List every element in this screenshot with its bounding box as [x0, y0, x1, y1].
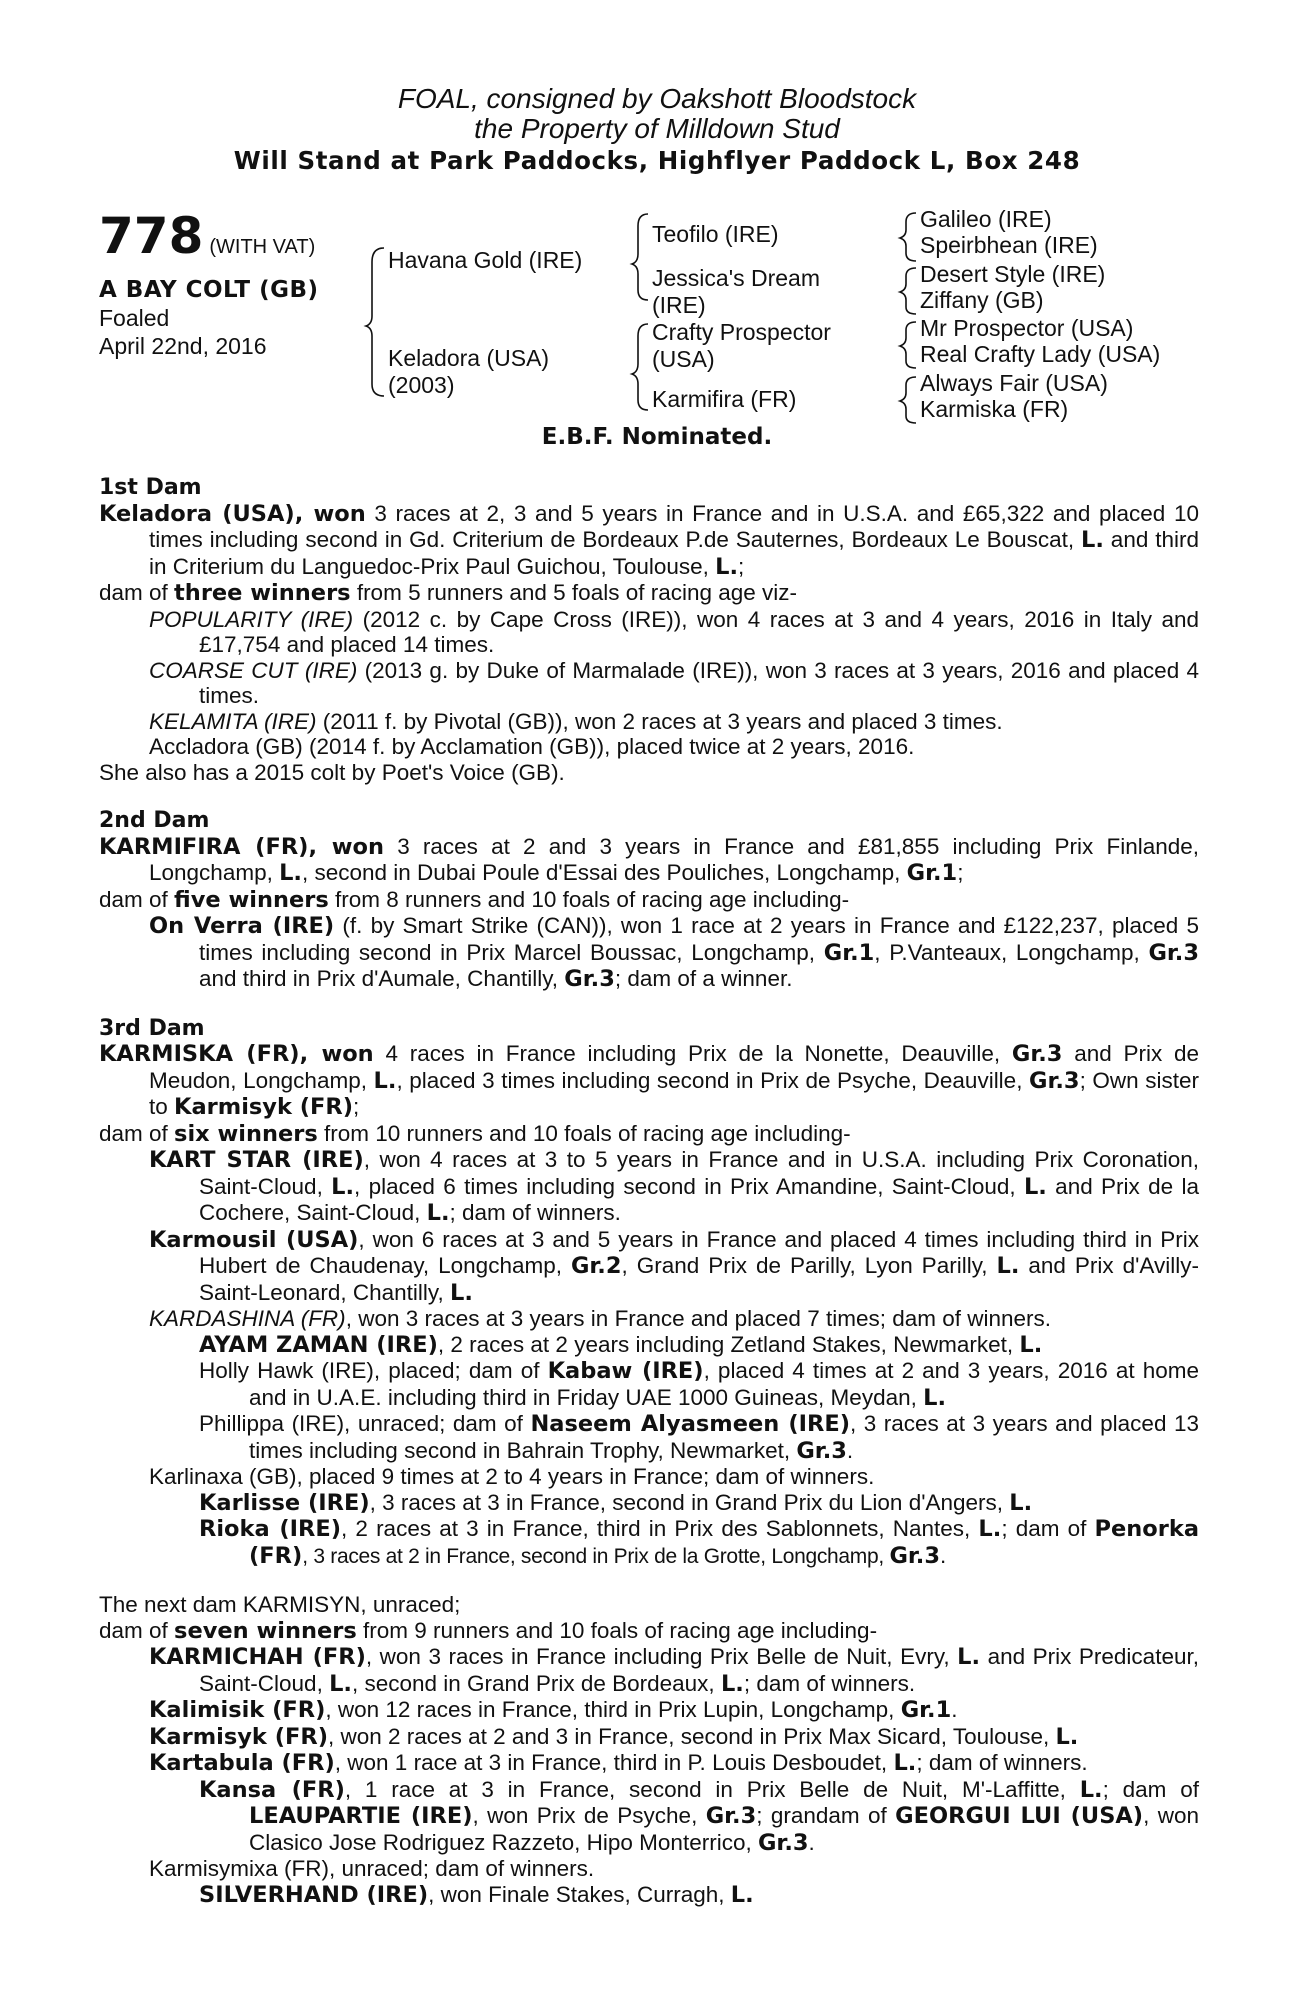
lot-title: A BAY COLT (GB)	[99, 277, 319, 303]
vat-label: (WITH VAT)	[209, 236, 316, 258]
third-dam-produce-summary: dam of six winners from 10 runners and 10 foals of racing age including-	[99, 1120, 851, 1147]
foaled-date: April 22nd, 2016	[99, 333, 267, 359]
lot-number: 778	[99, 207, 204, 265]
produce-karmisymixa: Karmisymixa (FR), unraced; dam of winners.	[149, 1856, 595, 1881]
pedigree-dam-dam: Karmifira (FR)	[652, 386, 797, 412]
produce-kart-star: KART STAR (IRE), won 4 races at 3 to 5 years in France and in U.S.A. including Prix Coronation, Saint-Cloud, L., placed 6 times including second in Prix Amandine, Saint-Cloud, L. and Prix de la Cochere, Saint-Cloud, L.; dam of winners.	[149, 1147, 1199, 1226]
produce-accladora: Accladora (GB) (2014 f. by Acclamation (GB)), placed twice at 2 years, 2016.	[149, 734, 915, 759]
second-dam-produce-summary: dam of five winners from 8 runners and 10 foals of racing age including-	[99, 886, 850, 913]
stand-line: Will Stand at Park Paddocks, Highflyer Paddock L, Box 248	[233, 146, 1081, 175]
pedigree-sire-dam: Jessica's Dream	[652, 265, 820, 291]
brace-teofilo	[900, 213, 916, 261]
produce-karmichah: KARMICHAH (FR), won 3 races in France including Prix Belle de Nuit, Evry, L. and Prix Predicateur, Saint-Cloud, L., second in Grand Prix de Bordeaux, L.; dam of winners.	[149, 1644, 1199, 1697]
produce-kardashina: KARDASHINA (FR), won 3 races at 3 years in France and placed 7 times; dam of winners.	[149, 1306, 1052, 1331]
produce-phillippa: Phillippa (IRE), unraced; dam of Naseem Alyasmeen (IRE), 3 races at 3 years and placed 13 times including second in Bahrain Trophy, Newmarket, Gr.3.	[199, 1411, 1199, 1464]
produce-kansa: Kansa (FR), 1 race at 3 in France, second in Prix Belle de Nuit, M'-Laffitte, L.; dam of LEAUPARTIE (IRE), won Prix de Psyche, Gr.3; grandam of GEORGUI LUI (USA), won Clasico Jose Rodriguez Razzeto, Hipo Monterrico, Gr.3.	[199, 1776, 1199, 1856]
pedigree-dam-year: (2003)	[388, 372, 455, 398]
pedigree-dam-sire: Crafty Prospector	[652, 319, 831, 345]
brace-gen1	[366, 248, 384, 396]
first-dam-record: Keladora (USA), won 3 races at 2, 3 and 5 years in France and in U.S.A. and £65,322 and placed 10 times including second in Gd. Criterium de Bordeaux P.de Sauternes, Bordeaux Le Bouscat, L. and third in Criterium du Languedoc-Prix Paul Guichou, Toulouse, L.;	[99, 500, 1199, 580]
pedigree-sire-dam-country: (IRE)	[652, 292, 706, 318]
pedigree-sss: Galileo (IRE)	[920, 206, 1052, 232]
produce-rioka: Rioka (IRE), 2 races at 3 in France, third in Prix des Sablonnets, Nantes, L.; dam of Penorka (FR), 3 races at 2 in France, second in Prix de la Grotte, Longchamp, Gr.3.	[199, 1516, 1200, 1569]
pedigree-ssd: Speirbhean (IRE)	[920, 232, 1098, 258]
next-dam-produce-summary: dam of seven winners from 9 runners and 10 foals of racing age including-	[99, 1617, 878, 1644]
pedigree-dam-sire-country: (USA)	[652, 346, 715, 372]
produce-on-verra: On Verra (IRE) (f. by Smart Strike (CAN)), won 1 race at 2 years in France and £122,237, placed 5 times including second in Prix Marcel Boussac, Longchamp, Gr.1, P.Vanteaux, Longchamp, Gr.3 and third in Prix d'Aumale, Chantilly, Gr.3; dam of a winner.	[149, 913, 1200, 992]
produce-kalimisik: Kalimisik (FR), won 12 races in France, third in Prix Lupin, Longchamp, Gr.1.	[149, 1697, 958, 1723]
pedigree-sire: Havana Gold (IRE)	[388, 247, 583, 273]
pedigree-sdd: Ziffany (GB)	[920, 287, 1044, 313]
produce-holly-hawk: Holly Hawk (IRE), placed; dam of Kabaw (IRE), placed 4 times at 2 and 3 years, 2016 at home and in U.A.E. including third in Friday UAE 1000 Guineas, Meydan, L.	[199, 1358, 1199, 1411]
produce-karlisse: Karlisse (IRE), 3 races at 3 in France, second in Grand Prix du Lion d'Angers, L.	[199, 1489, 1033, 1516]
produce-popularity: POPULARITY (IRE) (2012 c. by Cape Cross (IRE)), won 4 races at 3 and 4 years, 2016 in Italy and £17,754 and placed 14 times.	[149, 606, 1200, 657]
second-dam-record: KARMIFIRA (FR), won 3 races at 2 and 3 years in France and £81,855 including Prix Finlande, Longchamp, L., second in Dubai Poule d'Essai des Pouliches, Longchamp, Gr.1;	[99, 833, 1200, 886]
pedigree-dss: Mr Prospector (USA)	[920, 315, 1134, 341]
third-dam-record: KARMISKA (FR), won 4 races in France including Prix de la Nonette, Deauville, Gr.3 and Prix de Meudon, Longchamp, L., placed 3 times including second in Prix de Psyche, Deauville, Gr.3; Own sister to Karmisyk (FR);	[99, 1041, 1200, 1120]
property-line: the Property of Milldown Stud	[474, 113, 840, 144]
pedigree-sire-sire: Teofilo (IRE)	[652, 221, 779, 247]
ebf-nominated: E.B.F. Nominated.	[541, 424, 773, 450]
brace-karmifira	[900, 377, 916, 423]
produce-karlinaxa: Karlinaxa (GB), placed 9 times at 2 to 4 years in France; dam of winners.	[149, 1464, 875, 1489]
second-dam-heading: 2nd Dam	[99, 808, 210, 833]
brace-dam	[632, 324, 648, 410]
catalogue-body	[99, 475, 1199, 1908]
brace-jessicas-dream	[900, 268, 916, 314]
pedigree-dam: Keladora (USA)	[388, 345, 550, 371]
produce-silverhand: SILVERHAND (IRE), won Finale Stakes, Curragh, L.	[199, 1881, 754, 1908]
brace-sire	[632, 214, 648, 300]
foaled-label: Foaled	[99, 305, 170, 331]
pedigree-dsd: Real Crafty Lady (USA)	[920, 341, 1161, 367]
pedigree-sds: Desert Style (IRE)	[920, 261, 1106, 287]
pedigree-ddd: Karmiska (FR)	[920, 396, 1069, 422]
produce-coarse-cut: COARSE CUT (IRE) (2013 g. by Duke of Marmalade (IRE)), won 3 races at 3 years, 2016 and placed 4 times.	[149, 657, 1200, 708]
produce-ayam-zaman: AYAM ZAMAN (IRE), 2 races at 2 years including Zetland Stakes, Newmarket, L.	[199, 1331, 1043, 1358]
produce-karmousil: Karmousil (USA), won 6 races at 3 and 5 years in France and placed 4 times including third in Prix Hubert de Chaudenay, Longchamp, Gr.2, Grand Prix de Parilly, Lyon Parilly, L. and Prix d'Avilly-Saint-Leonard, Chantilly, L.	[149, 1226, 1199, 1306]
pedigree-dds: Always Fair (USA)	[920, 370, 1108, 396]
produce-2015-colt: She also has a 2015 colt by Poet's Voice (GB).	[99, 759, 565, 785]
produce-kartabula: Kartabula (FR), won 1 race at 3 in France, third in P. Louis Desboudet, L.; dam of winners.	[149, 1750, 1088, 1776]
produce-karmisyk: Karmisyk (FR), won 2 races at 2 and 3 in France, second in Prix Max Sicard, Toulouse, L.	[149, 1723, 1079, 1750]
brace-crafty-prospector	[900, 322, 916, 368]
next-dam-record: The next dam KARMISYN, unraced;	[99, 1592, 461, 1617]
third-dam-heading: 3rd Dam	[99, 1015, 205, 1041]
consignment-line: FOAL, consigned by Oakshott Bloodstock	[397, 83, 917, 114]
first-dam-heading: 1st Dam	[99, 475, 202, 500]
produce-kelamita: KELAMITA (IRE) (2011 f. by Pivotal (GB)), won 2 races at 3 years and placed 3 times.	[149, 708, 1003, 734]
first-dam-produce-summary: dam of three winners from 5 runners and 5 foals of racing age viz-	[99, 580, 798, 606]
